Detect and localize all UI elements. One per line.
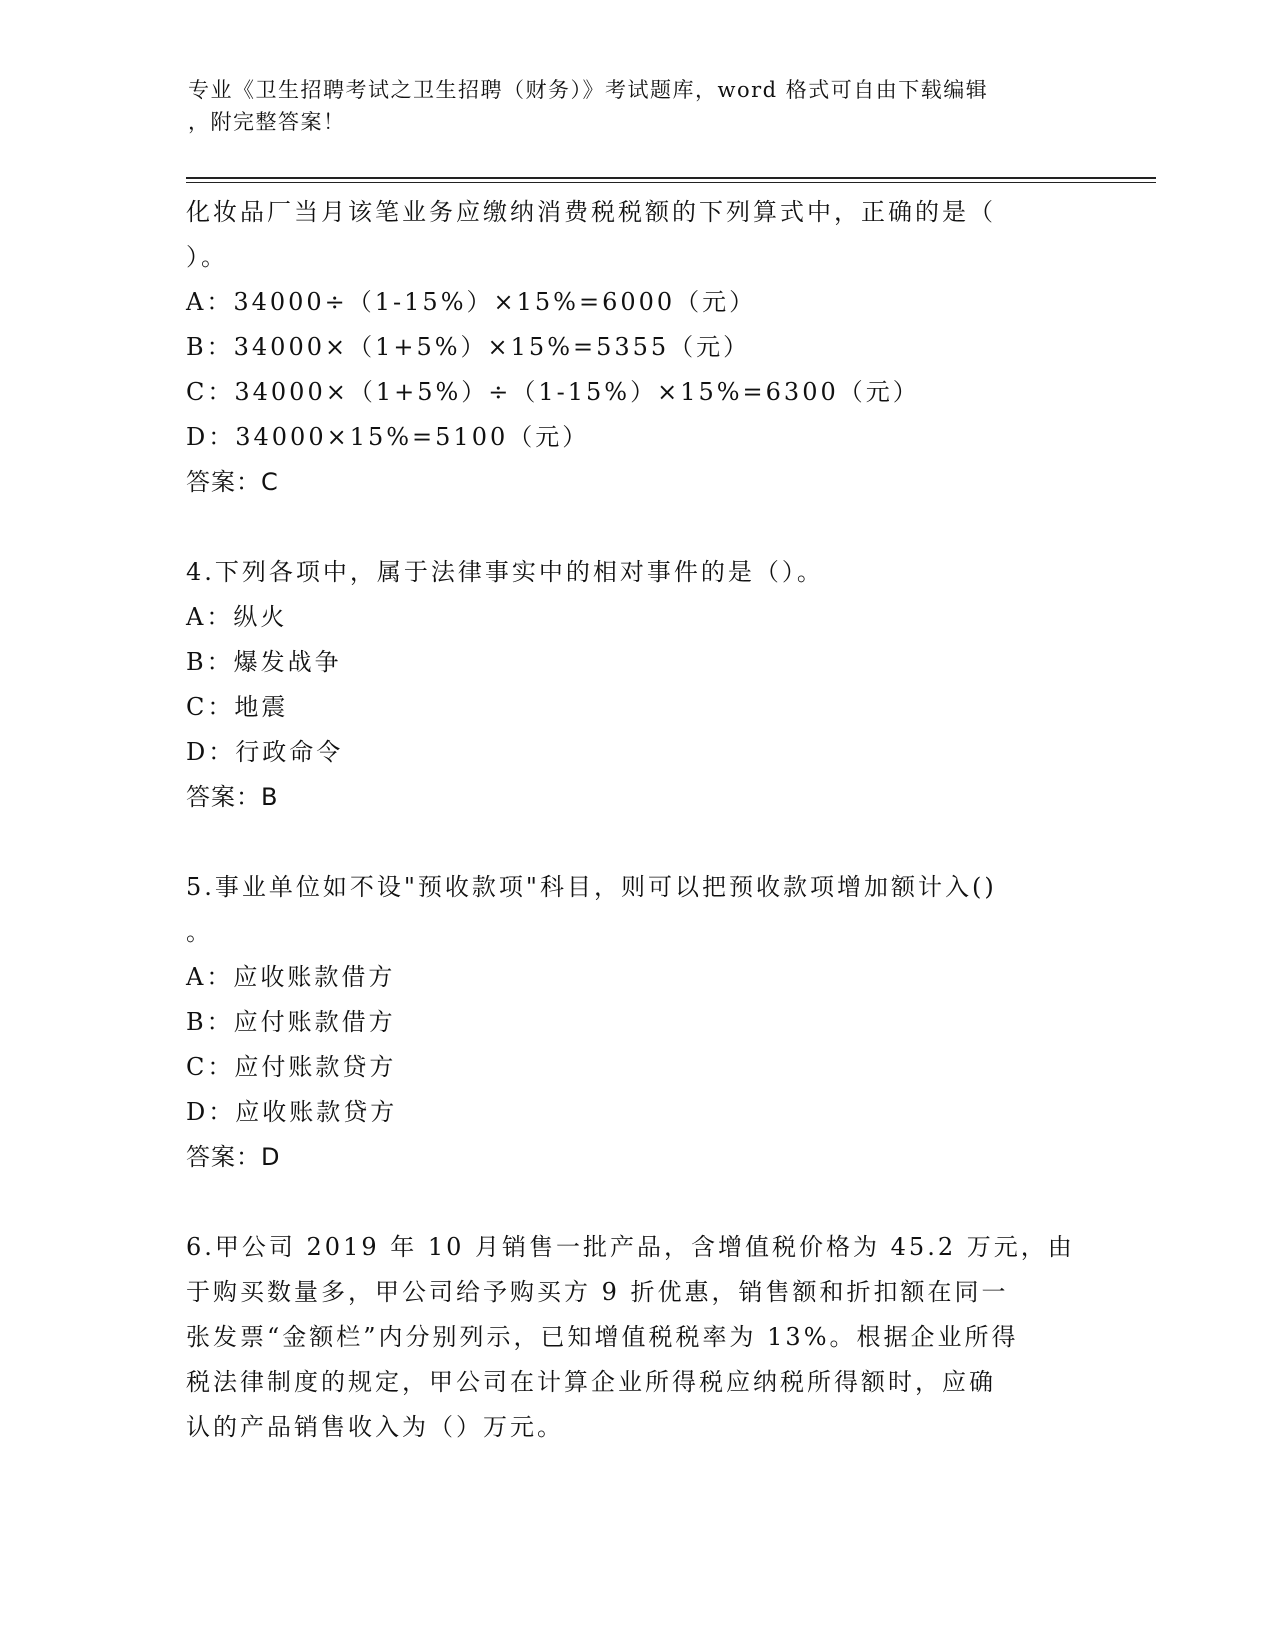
spacer xyxy=(186,505,1086,550)
question-5 xyxy=(186,865,1086,1180)
page-header xyxy=(188,74,1078,138)
spacer xyxy=(186,820,1086,865)
question-stem: 于购买数量多，甲公司给予购买方 9 折优惠，销售额和折扣额在同一 xyxy=(186,1278,1009,1306)
question-stem: 化妆品厂当月该笔业务应缴纳消费税税额的下列算式中，正确的是（ xyxy=(186,198,996,226)
question-3 xyxy=(186,190,1086,505)
question-stem: 5.事业单位如不设"预收款项"科目，则可以把预收款项增加额计入() xyxy=(186,873,997,901)
header-rule-thick xyxy=(186,177,1156,179)
option-a: A：应收账款借方 xyxy=(186,963,396,991)
header-line-1: 专业《卫生招聘考试之卫生招聘（财务）》考试题库，word 格式可自由下载编辑 xyxy=(188,78,989,102)
option-b: B：应付账款借方 xyxy=(186,1008,396,1036)
question-stem: 张发票“金额栏”内分别列示，已知增值税税率为 13%。根据企业所得 xyxy=(186,1323,1019,1351)
question-6 xyxy=(186,1225,1086,1450)
question-stem: 。 xyxy=(186,918,213,946)
question-4 xyxy=(186,550,1086,820)
option-d: D：行政命令 xyxy=(186,738,344,766)
option-c: C：应付账款贷方 xyxy=(186,1053,397,1081)
option-a: A：纵火 xyxy=(186,603,288,631)
question-list xyxy=(186,190,1086,1450)
spacer xyxy=(186,1180,1086,1225)
answer: 答案：C xyxy=(186,468,279,496)
question-stem: ）。 xyxy=(186,243,228,271)
option-d: D：34000×15%=5100（元） xyxy=(186,423,590,451)
question-stem: 认的产品销售收入为（）万元。 xyxy=(186,1413,564,1441)
header-rule-thin xyxy=(186,182,1156,183)
option-b: B：34000×（1+5%）×15%=5355（元） xyxy=(186,333,751,361)
option-b: B：爆发战争 xyxy=(186,648,342,676)
option-c: C：地震 xyxy=(186,693,289,721)
question-stem: 税法律制度的规定，甲公司在计算企业所得税应纳税所得额时，应确 xyxy=(186,1368,996,1396)
answer: 答案：D xyxy=(186,1143,281,1171)
answer: 答案：B xyxy=(186,783,279,811)
option-a: A：34000÷（1-15%）×15%=6000（元） xyxy=(186,288,757,316)
option-d: D：应收账款贷方 xyxy=(186,1098,398,1126)
question-stem: 4.下列各项中，属于法律事实中的相对事件的是（）。 xyxy=(186,558,824,586)
option-c: C：34000×（1+5%）÷（1-15%）×15%=6300（元） xyxy=(186,378,920,406)
question-stem: 6.甲公司 2019 年 10 月销售一批产品，含增值税价格为 45.2 万元，由 xyxy=(186,1233,1075,1261)
header-line-2: ，附完整答案！ xyxy=(188,110,346,134)
